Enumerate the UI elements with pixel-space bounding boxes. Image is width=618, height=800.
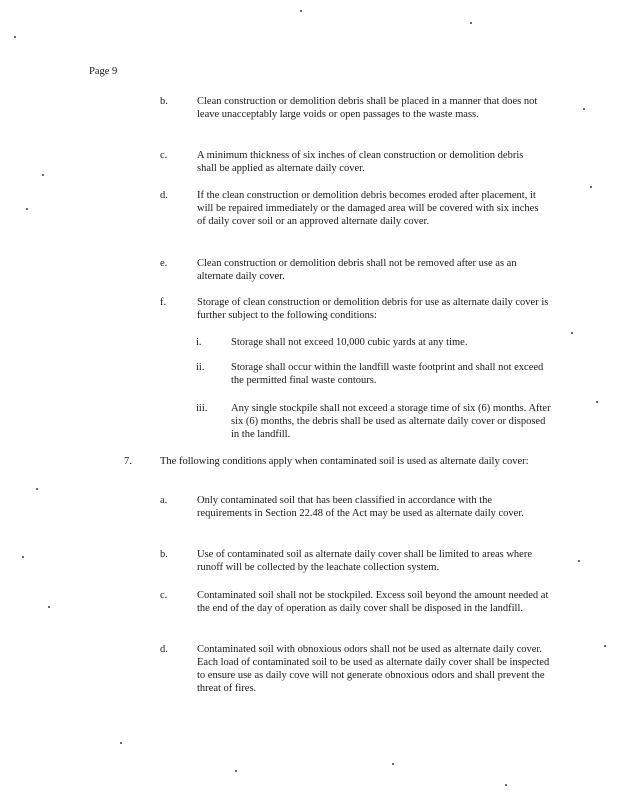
scan-speck (36, 488, 38, 490)
item-marker: iii. (196, 403, 208, 414)
sub-item-iii-duration (0, 402, 618, 442)
scan-speck (583, 108, 585, 110)
item-text: Storage of clean construction or demolition debris for use as alternate daily cover is further subject to the following conditions: (197, 297, 549, 321)
item-marker: d. (160, 644, 168, 655)
scan-speck (470, 22, 472, 24)
list-item-e-removal (0, 257, 618, 285)
list-item-a-classification (0, 494, 618, 534)
scan-speck (604, 645, 606, 647)
item-marker: c. (160, 150, 168, 161)
item-text: The following conditions apply when contaminated soil is used as alternate daily cover: (160, 456, 529, 467)
item-marker: ii. (196, 362, 205, 373)
item-text: Use of contaminated soil as alternate daily cover shall be limited to areas where runoff will be collected by the leachate collection system. (197, 549, 533, 573)
item-text: A minimum thickness of six inches of clean construction or demolition debris shall be applied as alternate daily cover. (197, 150, 524, 174)
item-text: Contaminated soil shall not be stockpiled. Excess soil beyond the amount needed at the end of the day of operation as daily cover shall be disposed in the landfill. (197, 590, 549, 614)
list-item-c-stockpile (0, 589, 618, 629)
scan-speck (392, 763, 394, 765)
item-text: Only contaminated soil that has been classified in accordance with the requirements in Section 22.48 of the Act may be used as alternate daily cover. (197, 495, 524, 519)
scan-speck (505, 784, 507, 786)
item-marker: i. (196, 337, 202, 348)
item-marker: e. (160, 258, 168, 269)
item-marker: f. (160, 297, 167, 308)
item-marker: c. (160, 590, 168, 601)
scan-speck (300, 10, 302, 12)
item-text: Any single stockpile shall not exceed a storage time of six (6) months. After six (6) months, the debris shall be used as alternate daily cover or disposed in the landfill. (231, 403, 551, 440)
scan-speck (120, 742, 122, 744)
scan-speck (22, 556, 24, 558)
item-marker: b. (160, 549, 168, 560)
scan-speck (48, 606, 50, 608)
list-item-d-erosion (0, 189, 618, 243)
list-item-c-thickness (0, 149, 618, 177)
list-item-b-runoff (0, 548, 618, 576)
page-number: Page 9 (89, 66, 118, 77)
item-marker: d. (160, 190, 168, 201)
list-item-b-placement (0, 95, 618, 135)
item-text: Contaminated soil with obnoxious odors shall not be used as alternate daily cover. Each load of contaminated soil to be used as alternate daily cover shall be inspected to ensure use as daily cove will not generate obnoxious odors and shall prevent the threat of fires. (197, 644, 550, 694)
sub-item-ii-location (0, 361, 618, 389)
list-item-f-storage (0, 296, 618, 324)
item-text: Storage shall not exceed 10,000 cubic yards at any time. (231, 337, 468, 348)
list-item-d-odors (0, 643, 618, 699)
list-item-7-contaminated-soil (0, 455, 618, 483)
scan-speck (590, 186, 592, 188)
item-text: If the clean construction or demolition debris becomes eroded after placement, it will be repaired immediately or the damaged area will be covered with six inches of daily cover soil or an approved alternate daily cover. (197, 190, 539, 227)
scan-speck (571, 332, 573, 334)
item-text: Storage shall occur within the landfill waste footprint and shall not exceed the permitted final waste contours. (231, 362, 544, 386)
scan-speck (42, 174, 44, 176)
item-marker: b. (160, 96, 168, 107)
item-text: Clean construction or demolition debris shall be placed in a manner that does not leave unacceptably large voids or open passages to the waste mass. (197, 96, 538, 120)
scan-speck (14, 36, 16, 38)
scan-speck (235, 770, 237, 772)
sub-item-i-volume (0, 336, 618, 352)
item-marker: a. (160, 495, 168, 506)
item-marker: 7. (124, 456, 132, 467)
scan-speck (578, 560, 580, 562)
scan-speck (596, 401, 598, 403)
item-text: Clean construction or demolition debris shall not be removed after use as an alternate daily cover. (197, 258, 517, 282)
scan-speck (26, 208, 28, 210)
